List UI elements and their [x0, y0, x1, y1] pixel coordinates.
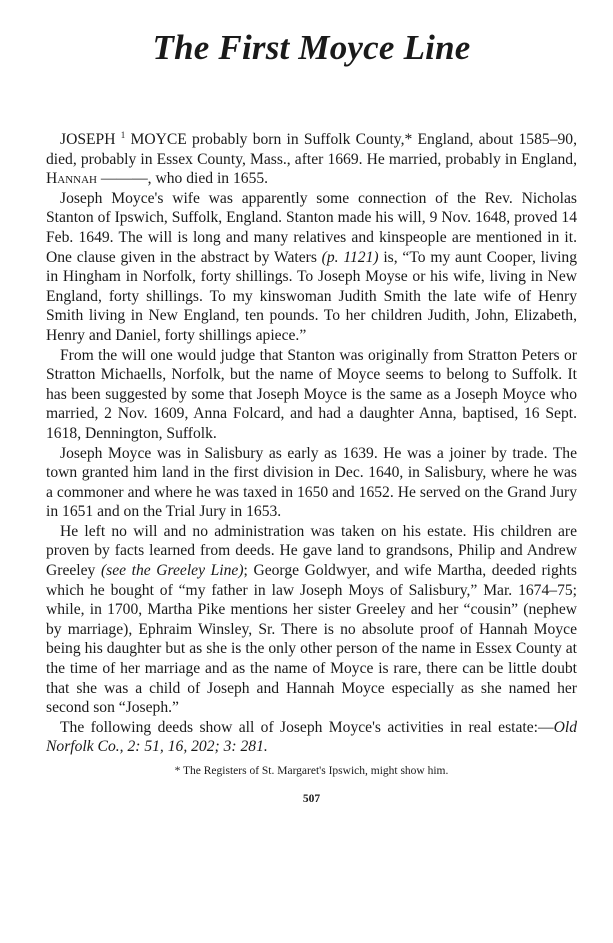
paragraph-4: Joseph Moyce was in Salisbury as early as 1639. He was a joiner by trade. The town granted him land in the first division in Dec. 1640, in Salisbury, where he was a commoner and where he was taxed in 1650 and 1652. He served on the Grand Jury in 1651 and on the Trial Jury in 1653. — [46, 444, 577, 521]
wife-name: Hannah — [46, 170, 97, 188]
page-number: 507 — [302, 793, 321, 805]
paragraph-3: From the will one would judge that Stanton was originally from Stratton Peters or Stratton Michaells, Norfolk, but the name of Moyce seems to belong to Suffolk. It has been suggested by some that Joseph Moyce is the same as a Joseph Moyce who married, 2 Nov. 1609, Anna Folcard, and had a daughter Anna, baptised, 16 Sept. 1618, Dennington, Suffolk. — [46, 346, 577, 442]
cross-reference: (see the Greeley Line) — [100, 562, 244, 580]
paragraph-1: JOSEPH $^1$ MOYCE probably born in Suffolk County,* England, about 1585–90, died, probably in Essex County, Mass., after 1669. He married, probably in England, Hannah ———, who died in 1655. — [46, 129, 577, 188]
page-title: The First Moyce Line — [152, 28, 471, 67]
person-name: JOSEPH — [60, 131, 116, 148]
generation-number: 1 — [120, 129, 126, 140]
body-text — [46, 130, 577, 757]
page-reference: (p. 1121) — [321, 248, 379, 266]
person-surname: MOYCE — [130, 131, 187, 148]
paragraph-2: Joseph Moyce's wife was apparently some connection of the Rev. Nicholas Stanton of Ipswich, Suffolk, England. Stanton made his will, 9 Nov. 1648, proved 14 Feb. 1649. The will is long and many relatives and kinspeople are mentioned in it. One clause given in the abstract by Waters (p. 1121) is, “To my aunt Cooper, living in Hingham in Norfolk, forty shillings. To Joseph Moyse or his wife, living in New England, forty shillings. To my kinswoman Judith Smith the late wife of Henry Smith living in New England, ten pounds. To her children Judith, John, Elizabeth, Henry and Daniel, forty shillings apiece.” — [46, 189, 577, 344]
footnote: * The Registers of St. Margaret's Ipswich, might show him. — [174, 765, 449, 777]
deed-reference: Old Norfolk Co., 2: 51, 16, 202; 3: 281. — [46, 718, 577, 756]
paragraph-5: He left no will and no administration was taken on his estate. His children are proven by facts learned from deeds. He gave land to grandsons, Philip and Andrew Greeley (see the Greeley Line); George Goldwyer, and wife Martha, deeded rights which he bought of “my father in law Joseph Moys of Salisbury,” Mar. 1674–75; while, in 1700, Martha Pike mentions her sister Greeley and her “cousin” (nephew by marriage), Ephraim Winsley, Sr. There is no absolute proof of Hannah Moyce being his daughter but as she is the only other person of the name in Essex County at the time of her marriage and as the name of Moyce is rare, there can be little doubt that she was a child of Joseph and Hannah Moyce especially as she named her second son “Joseph.” — [46, 522, 577, 717]
paragraph-6: The following deeds show all of Joseph Moyce's activities in real estate:—Old Norfolk Co., 2: 51, 16, 202; 3: 281. — [46, 718, 577, 756]
